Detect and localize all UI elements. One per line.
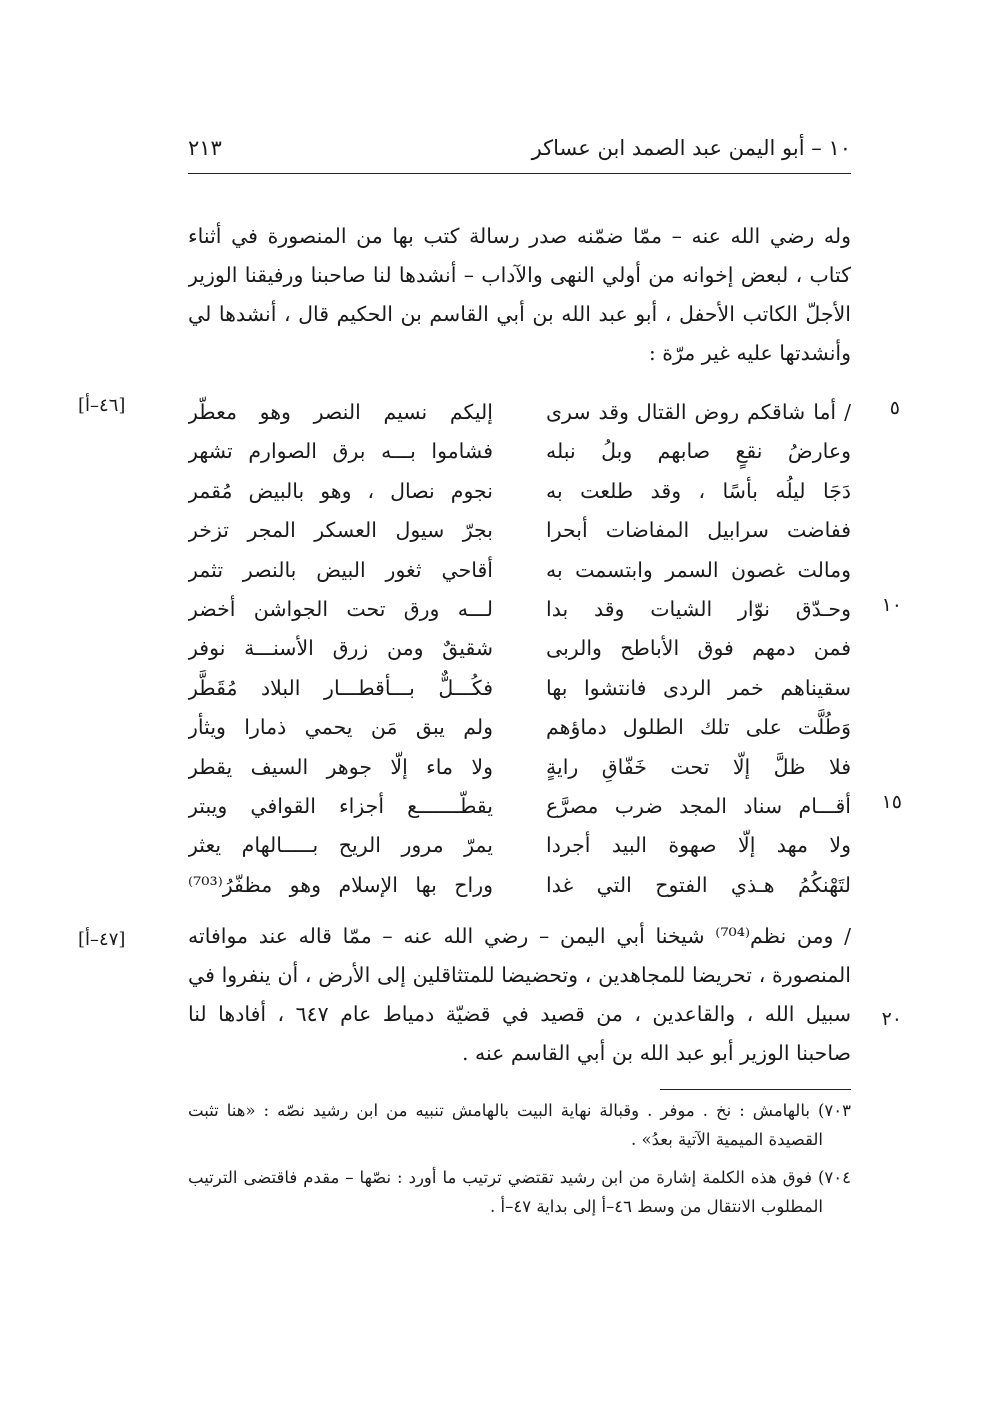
verse-second-hemistich: نجوم نصال ، وهو بالبيض مُقمر: [188, 478, 493, 503]
verse-second-hemistich: فشاموا بـــه برق الصوارم تشهر: [188, 439, 493, 464]
verse-line: [188, 826, 851, 865]
line-number: ١٠: [881, 594, 902, 616]
verse-line: [188, 511, 851, 550]
verse-first-hemistich: دَجَا ليلُه بأسًا ، وقد طلعت به: [546, 478, 851, 503]
verse-first-hemistich: أقـــام سناد المجد ضرب مصرَّع: [546, 793, 851, 818]
verse-second-hemistich: لـــه ورق تحت الجواشن أخضر: [188, 596, 493, 621]
verse-first-hemistich: فلا ظلَّ إلّا تحت خَفّاقِ رايةٍ: [546, 754, 851, 779]
verse-line: [188, 669, 851, 708]
verse-first-hemistich: ولا مهد إلّا صهوة البيد أجردا: [546, 833, 851, 858]
intro-paragraph: [188, 217, 851, 373]
verse-first-hemistich: ففاضت سرابيل المفاضات أبحرا: [546, 518, 851, 543]
verse-first-hemistich: سقيناهم خمر الردى فانتشوا بها: [546, 675, 851, 700]
folio-reference: [٤٧–أ]: [78, 929, 126, 950]
footnote-line: القصيدة الميمية الآتية بعدُ» .: [631, 1130, 823, 1149]
intro-line: وأنشدتها عليه غير مرّة :: [648, 341, 851, 365]
continuation-line: صاحبنا الوزير أبو عبد الله بن أبي القاسم عنه .: [461, 1041, 851, 1065]
verse-first-hemistich: فمن دمهم فوق الأباطح والربى: [546, 636, 851, 661]
verse-first-hemistich: لتَهْنكُمُ هـذي الفتوح التي غدا: [546, 872, 851, 897]
verse-line: [188, 432, 851, 471]
verse-line: [188, 629, 851, 668]
verse-second-hemistich: ولم يبق مَن يحمي ذمارا ويثأر: [188, 715, 493, 740]
running-header-title: ١٠ – أبو اليمن عبد الصمد ابن عساكر: [531, 136, 851, 160]
footnote-line: ٧٠٤) فوق هذه الكلمة إشارة من ابن رشيد تقتضي ترتيب ما أورد : نصّها – مقدم فاقتضى الترتيب: [188, 1168, 851, 1187]
verse-second-hemistich: ولا ماء إلّا جوهر السيف يقطر: [188, 754, 493, 779]
verse-second-hemistich: أقاحي ثغور البيض بالنصر تثمر: [188, 557, 493, 582]
footnote-line: المطلوب الانتقال من وسط ٤٦–أ إلى بداية ٤٧–أ .: [490, 1197, 823, 1216]
page-number: ٢١٣: [188, 136, 222, 160]
continuation-line: المنصورة ، تحريضا للمجاهدين ، وتحضيضا للمتثاقلين إلى الأرض ، أن ينفروا في: [188, 963, 851, 987]
verse-second-hemistich: بجرّ سيول العسكر المجر تزخر: [188, 518, 493, 543]
verse-line: [188, 472, 851, 511]
verse-second-hemistich: يمرّ مرور الريح بـــــالهام يعثر: [188, 833, 493, 858]
verse-second-hemistich: وراح بها الإسلام وهو مظفّرُ⁽⁷⁰³⁾: [188, 872, 493, 897]
footnote-704: [188, 1163, 851, 1221]
verse-first-hemistich: وَطُلَّت على تلك الطلول دماؤهم: [546, 715, 851, 740]
intro-line: الأجلّ الكاتب الأحفل ، أبو عبد الله بن أبي القاسم بن الحكيم قال ، أنشدها لي: [188, 302, 851, 326]
verse-second-hemistich: إليكم نسيم النصر وهو معطّر: [188, 400, 493, 424]
line-number: ٢٠: [881, 1008, 902, 1030]
verse-line: [188, 708, 851, 747]
continuation-line: سبيل الله ، والقاعدين ، من قصيد في قضيّة دمياط عام ٦٤٧ ، أفادها لنا: [188, 1002, 851, 1026]
verse-line: [188, 551, 851, 590]
header-rule: [188, 173, 851, 174]
verse-first-hemistich: وحـدّق نوّار الشيات وقد بدا: [546, 596, 851, 621]
verse-line: [188, 393, 851, 432]
continuation-line: / ومن نظم⁽⁷⁰⁴⁾ شيخنا أبي اليمن – رضي الله عنه – ممّا قاله عند موافاته: [188, 924, 851, 948]
poem: [188, 393, 851, 905]
line-number: ١٥: [881, 791, 902, 813]
verse-first-hemistich: وعارضُ نقعٍ صابهم وبلُ نبله: [546, 439, 851, 464]
verse-line: [188, 590, 851, 629]
footnote-703: [188, 1096, 851, 1154]
folio-reference: [٤٦–أ]: [78, 395, 126, 416]
intro-line: كتاب ، لبعض إخوانه من أولي النهى والآداب – أنشدها لنا صاحبنا ورفيقنا الوزير: [188, 263, 851, 287]
line-number: ٥: [889, 397, 900, 419]
continuation-paragraph: [188, 917, 851, 1073]
verse-line: [188, 787, 851, 826]
footnote-rule: [660, 1089, 851, 1090]
verse-first-hemistich: / أما شاقكم روض القتال وقد سرى: [546, 400, 851, 424]
verse-second-hemistich: شقيقٌ ومن زرق الأسنـــة نوفر: [188, 636, 493, 661]
intro-line: وله رضي الله عنه – ممّا ضمّنه صدر رسالة كتب بها من المنصورة في أثناء: [188, 224, 851, 248]
verse-first-hemistich: ومالت غصون السمر وابتسمت به: [546, 557, 851, 582]
verse-second-hemistich: فكُـــلٌّ بـــأقطـــار البلاد مُقَطَّر: [188, 675, 493, 700]
verse-second-hemistich: يقطّـــــــع أجزاء القوافي ويبتر: [188, 793, 493, 818]
verse-line: [188, 748, 851, 787]
verse-line: [188, 866, 851, 905]
footnote-line: ٧٠٣) بالهامش : نخ . موفر . وقبالة نهاية البيت بالهامش تنبيه من ابن رشيد نصّه : «هنا تثبت: [188, 1101, 851, 1120]
